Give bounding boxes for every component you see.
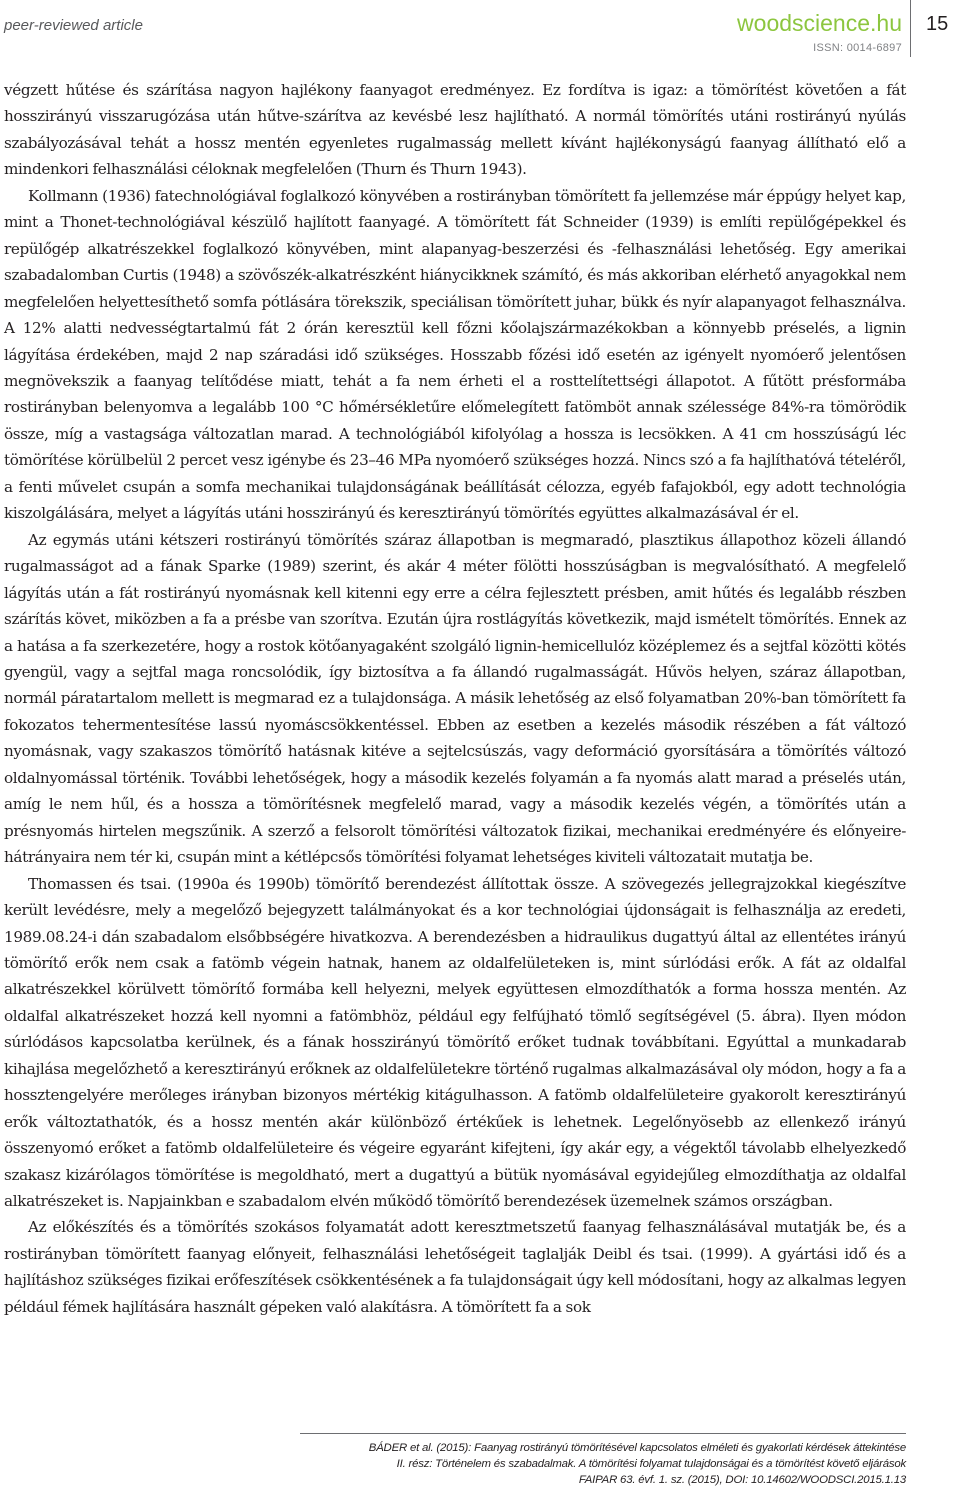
citation-footer [266,1440,906,1488]
citation-line-2: II. rész: Történelem és szabadalmak. A tömörítési folyamat tulajdonságai és a tömörítést követő eljárások [396,1458,906,1470]
article-type-label: peer-reviewed article [4,17,143,34]
header-divider [910,0,911,57]
site-name: woodscience.hu [737,10,902,36]
citation-line-3: FAIPAR 63. évf. 1. sz. (2015), DOI: 10.14602/WOODSCI.2015.1.13 [578,1474,906,1486]
paragraph-1: végzett hűtése és szárítása nagyon hajlékony faanyagot eredményez. Ez fordítva is igaz: a tömörítést követően a fát hosszirányú visszarugózása után hűtve-szárítva az kevésbé lesz hajlítható. A normál tömörítés utáni rostirányú nyúlás szabályozásával tehát a hossz mentén egyenletes rugalmasság mellett kívánt hajlékonyságú faanyag állítható elő a mindenkori felhasználási céloknak megfelelően (Thurn és Thurn 1943). [4,81,906,179]
paragraph-5: Az előkészítés és a tömörítés szokásos folyamatát adott keresztmetszetű faanyag felhasználásával mutatják be, és a rostirányban tömörített faanyag előnyeit, felhasználási lehetőségeit taglalják Deibl és tsai. (1999). A gyártási idő és a hajlításhoz szükséges fizikai erőfeszítések csökkentésének a fa tulajdonságait úgy kell módosítani, hogy az alkalmas legyen például fémek hajlítására használt gépeken való alakításra. A tömörített fa a sok [4,1218,907,1316]
article-body [4,77,906,1320]
issn-label: ISSN: 0014-6897 [813,42,902,54]
paragraph-4: Thomassen és tsai. (1990a és 1990b) tömörítő berendezést állítottak össze. A szövegezés jellegrajzokkal kiegészítve került levédésre, mely a megelőző bejegyzett találmányokat és a kor technológiai újdonságait is felhasználja az eredeti, 1989.08.24-i dán szabadalom elsőbbségére hivatkozva. A berendezésben a hidraulikus dugattyú által az ellentétes irányú tömörítő erők nem csak a fatömb végein hatnak, hanem az oldalfelületeken is, mint súrlódási erők. A fát az oldalfal alkatrészekkel körülvett tömörítő formába kell helyezni, melyek együttesen elmozdíthatók a forma hossza mentén. Az oldalfal alkatrészeket hozzá kell nyomni a fatömbhöz, például egy felfújható tömlő segítségével (5. ábra). Ilyen módon súrlódásos kapcsolatba kerülnek, és a fának hosszirányú tömörítő erőket tudnak továbbítani. Egyúttal a munkadarab kihajlása megelőzhető a keresztirányú erőknek az oldalfelületekre történő rugalmas alkalmazásával oly módon, hogy a fa a hossztengelyére merőleges irányban bizonyos mértékig kitágulhasson. A fatömb oldalfelületeire gyakorolt keresztirányú erők változtathatók, és a hossz mentén akár különböző értékűek is lehetnek. Legelőnyösebb az ellenkező irányú összenyomó erőket a fatömb oldalfelületeire és végeire egyaránt kifejteni, így akár egy, a végektől távolabb elhelyezkedő szakasz kizárólagos tömörítése is megoldható, mert a dugattyú a bütük nyomásával egyidejűleg elmozdíthatja az oldalfal alkatrészeket is. Napjainkban e szabadalom elvén működő tömörítő berendezések üzemelnek számos országban. [4,874,906,1211]
paragraph-3: Az egymás utáni kétszeri rostirányú tömörítés száraz állapotban is megmaradó, plasztikus állapothoz közeli állandó rugalmasságot ad a fának Sparke (1989) szerint, és akár 4 méter fölötti hosszúságban is megvalósítható. A megfelelő lágyítás után a fát rostirányú nyomásnak kell kitenni egy erre a célra fejlesztett présben, amit hűtés és legalább részben szárítás követ, miközben a fa a présbe van szorítva. Ezután újra rostlágyítás következik, majd ismételt tömörítés. Ennek az a hatása a fa szerkezetére, hogy a rostok kötőanyagaként szolgáló lignin-hemicellulóz középlemez és a sejtfal közötti kötés gyengül, vagy a sejtfal maga roncsolódik, így biztosítva a fa állandó rugalmasságát. Hűvös helyen, száraz állapotban, normál páratartalom mellett is megmarad ez a tulajdonsága. A másik lehetőség az első folyamatban 20%-ban tömörített fa fokozatos tehermentesítése lassú nyomáscsökkentéssel. Ebben az esetben a kezelés második részében a fát változó nyomásnak, vagy szakaszos tömörítő hatásnak kitéve a sejtelcsúszás, vagy deformáció gyorsítására a tömörítés változó oldalnyomással történik. További lehetőségek, hogy a második kezelés folyamán a fa nyomás alatt marad a préselés után, amíg le nem hűl, és a hossza a tömörítésnek megfelelő marad, vagy a második kezelés végén, a tömörítés után a présnyomás hirtelen megszűnik. A szerző a felsorolt tömörítési változatok fizikai, mechanikai eredményére és előnyeire-hátrányaira nem tér ki, csupán mint a kétlépcsős tömörítési folyamat lehetséges kiviteli változatait mutatja be. [4,530,906,867]
paragraph-2: Kollmann (1936) fatechnológiával foglalkozó könyvében a rostirányban tömörített fa jellemzése már éppúgy helyet kap, mint a Thonet-technológiával készülő hajlított faanyagé. A tömörített fát Schneider (1939) is említi repülőgépekkel és repülőgép alkatrészekkel foglalkozó könyvében, mint alapanyag-beszerzési és -felhasználási lehetőség. Egy amerikai szabadalomban Curtis (1948) a szövőszék-alkatrészként hiánycikknek számító, és más akkoriban elérhető anyagokkal nem megfelelően helyettesíthető somfa pótlására törekszik, speciálisan tömörített juhar, bükk és nyír alapanyagot felhasználva. A 12% alatti nedvességtartalmú fát 2 órán keresztül kell főzni kőolajszármazékokban a könnyebb préselés, a lignin lágyítása érdekében, majd 2 nap száradási idő szükséges. Hosszabb főzési idő esetén az igényelt nyomóerő jelentősen megnövekszik a faanyag telítődése miatt, tehát a fa nem érheti el a rosttelítettségi állapotot. A fűtött présformába rostirányban belenyomva a legalább 100 °C hőmérsékletűre előmelegített fatömböt annak szélessége 84%-ra tömörödik össze, míg a vastagsága változatlan marad. A technológiából kifolyólag a hossza is lecsökken. A 41 cm hosszúságú léc tömörítése körülbelül 2 percet vesz igénybe és 23–46 MPa nyomóerő szükséges hozzá. Nincs szó a fa hajlíthatóvá tételéről, a fenti művelet csupán a somfa mechanikai tulajdonságának beállítását célozza, egyéb fafajokból, egy adott technológia kiszolgálására, melyet a lágyítás utáni hosszirányú és keresztirányú tömörítés együttes alkalmazásával ér el. [4,186,906,523]
page-number: 15 [926,13,949,35]
citation-line-1: BÁDER et al. (2015): Faanyag rostirányú tömörítésével kapcsolatos elméleti és gyakorlati kérdések áttekintése [368,1442,906,1454]
footer-divider [300,1433,906,1434]
